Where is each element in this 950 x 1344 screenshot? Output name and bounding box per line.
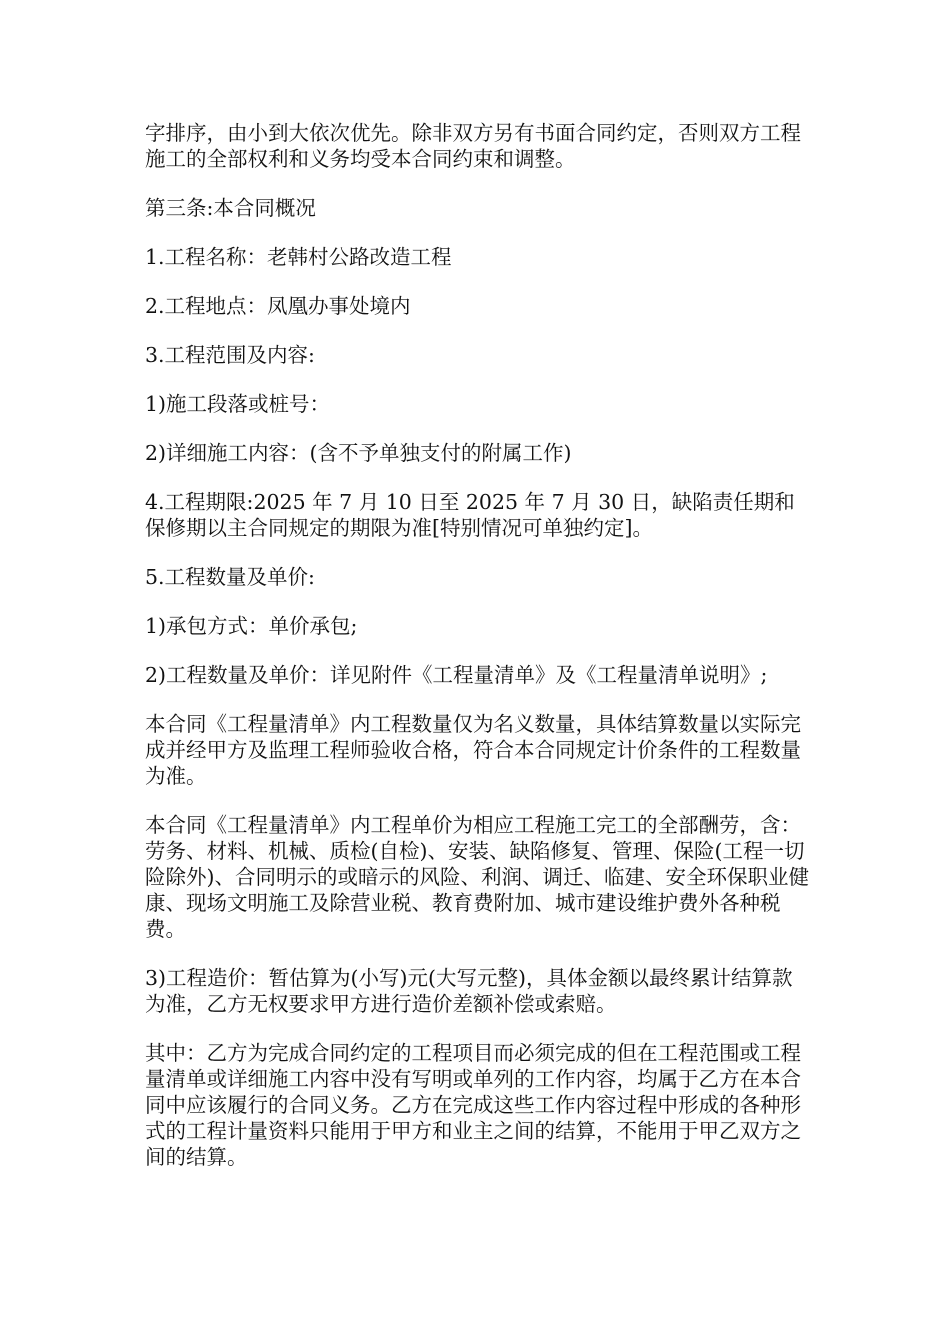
- nominal-quantity-clause: 本合同《工程量清单》内工程数量仅为名义数量，具体结算数量以实际完成并经甲方及监理工程师验收合格，符合本合同规定计价条件的工程数量为准。: [145, 712, 801, 788]
- obligation-clause: 其中：乙方为完成合同约定的工程项目而必须完成的但在工程范围或工程量清单或详细施工内容中没有写明或单列的工作内容，均属于乙方在本合同中应该履行的合同义务。乙方在完成这些工作内容过程中形成的各种形式的工程计量资料只能用于甲方和业主之间的结算，不能用于甲乙双方之间的结算。: [145, 1041, 801, 1169]
- unit-price-clause: 本合同《工程量清单》内工程单价为相应工程施工完工的全部酬劳，含：劳务、材料、机械、质检(自检)、安装、缺陷修复、管理、保险(工程一切险除外)、合同明示的或暗示的风险、利润、调迁、临建、安全环保职业健康、现场文明施工及除营业税、教育费附加、城市建设维护费外各种税费。: [145, 813, 809, 941]
- document-body: [145, 120, 813, 1193]
- contract-method: 1)承包方式：单价承包;: [145, 614, 358, 638]
- paragraph-precedence-continuation: 字排序，由小到大依次优先。除非双方另有书面合同约定，否则双方工程施工的全部权利和义务均受本合同约束和调整。: [145, 121, 801, 171]
- quantity-price-reference: 2)工程数量及单价：详见附件《工程量清单》及《工程量清单说明》;: [145, 663, 768, 687]
- project-cost-clause: 3)工程造价：暂估算为(小写)元(大写元整)，具体金额以最终累计结算款为准，乙方无权要求甲方进行造价差额补偿或索赔。: [145, 966, 793, 1016]
- project-name: 1.工程名称：老韩村公路改造工程: [145, 245, 452, 269]
- article-three-heading: 第三条:本合同概况: [145, 196, 316, 220]
- project-scope-heading: 3.工程范围及内容:: [145, 343, 315, 367]
- construction-details: 2)详细施工内容：(含不予单独支付的附属工作): [145, 441, 572, 465]
- project-period: 4.工程期限:2025 年 7 月 10 日至 2025 年 7 月 30 日，缺陷责任期和保修期以主合同规定的期限为准[特别情况可单独约定]。: [145, 490, 795, 540]
- project-location: 2.工程地点：凤凰办事处境内: [145, 294, 411, 318]
- quantity-price-heading: 5.工程数量及单价:: [145, 565, 315, 589]
- construction-section: 1)施工段落或桩号：: [145, 392, 331, 416]
